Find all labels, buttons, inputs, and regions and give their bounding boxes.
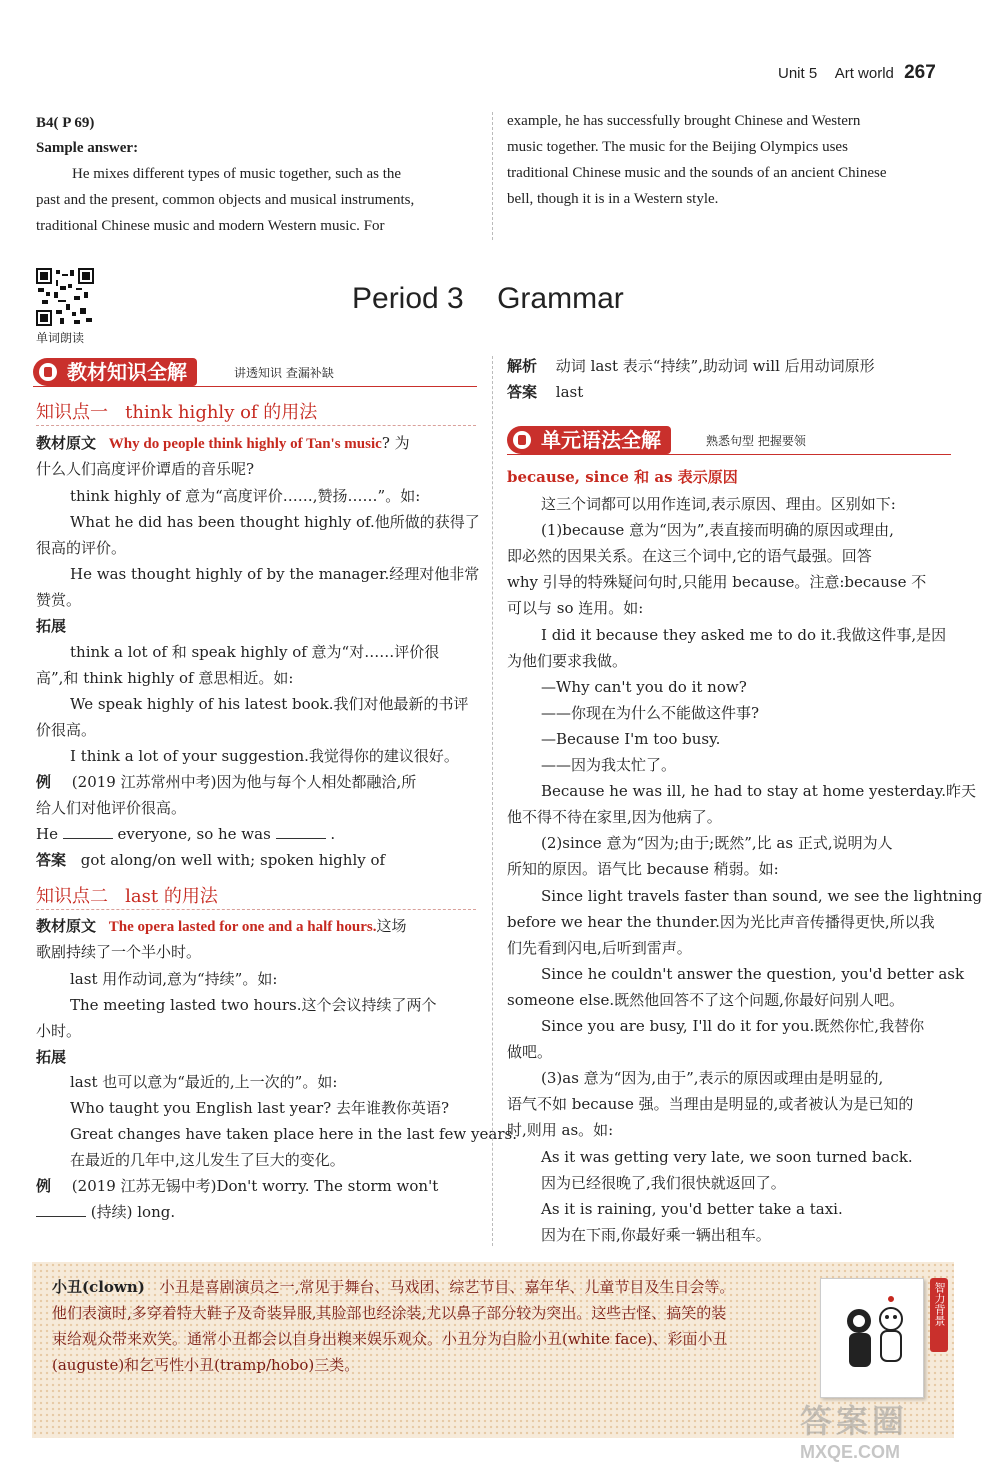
top-section-label: B4( P 69) (36, 115, 95, 131)
grammar-line: someone else.既然他回答不了这个问题,你最好问别人吧。 (507, 991, 904, 1009)
jiexi (507, 353, 875, 379)
kp2-ext-line: Great changes have taken place here in the last few years. (70, 1125, 517, 1143)
top-right-line: traditional Chinese music and the sounds of an ancient Chinese (507, 165, 887, 181)
kp1-ex-line2: 给人们对他评价很高。 (36, 799, 187, 817)
grammar-line: —Because I'm too busy. (541, 730, 721, 748)
grammar-line: I did it because they asked me to do it.我做这件事,是因 (541, 626, 947, 644)
top-left-line: traditional Chinese music and modern Western music. For (36, 218, 385, 234)
kp1-heading-rule (36, 425, 476, 426)
kp2-ex-line2: (持续) long. (90, 1203, 176, 1221)
kp1-ext-label: 拓展 (36, 617, 67, 635)
grammar-line: 因为在下雨,你最好乘一辆出租车。 (541, 1226, 771, 1244)
watermark-site: MXQE.COM (800, 1442, 901, 1462)
kp2-line: last 用作动词,意为“持续”。如: (70, 970, 278, 988)
kp1-heading: 知识点一 think highly of 的用法 (36, 402, 318, 423)
kp2-line: 小时。 (36, 1022, 82, 1040)
grammar-line: As it is raining, you'd better take a taxi. (541, 1200, 843, 1218)
kp2-heading: 知识点二 last 的用法 (36, 886, 218, 907)
kp1-source (36, 430, 410, 457)
top-left-line: He mixes different types of music together, such as the (72, 166, 402, 182)
grammar-line: (2)since 意为“因为;由于;既然”,比 as 正式,说明为人 (541, 834, 893, 852)
kp1-ans-label: 答案 (36, 851, 67, 869)
kp1-q-b: everyone, so he was (117, 825, 271, 843)
sample-answer-label: Sample answer: (36, 140, 139, 156)
kp1-src-line2: 什么人们高度评价谭盾的音乐呢? (36, 460, 255, 478)
kp1-line: think highly of 意为“高度评价……,赞扬……”。如: (70, 487, 421, 505)
kp1-ext-line: 高”,和 think highly of 意思相近。如: (36, 669, 294, 687)
grammar-line: (1)because 意为“因为”,表直接而明确的原因或理由, (541, 521, 894, 539)
top-right-line: bell, though it is in a Western style. (507, 191, 719, 207)
kp2-ext-line: 在最近的几年中,这儿发生了巨大的变化。 (70, 1151, 345, 1169)
daan-label: 答案 (507, 383, 538, 401)
kp2-ext-line: Who taught you English last year? 去年谁教你英语? (70, 1099, 449, 1117)
daan (507, 379, 583, 405)
banner-title: 教材知识全解 (67, 360, 187, 384)
grammar-line: 语气不如 because 强。当理由是明显的,或者被认为是已知的 (507, 1095, 914, 1113)
kp2-line: The meeting lasted two hours.这个会议持续了两个 (70, 996, 437, 1014)
clown-card-image (820, 1278, 924, 1398)
grammar-line: 即必然的因果关系。在这三个词中,它的语气最强。回答 (507, 547, 872, 565)
grammar-line: 为他们要求我做。 (507, 652, 628, 670)
kp2-ex-line2-row (36, 1199, 175, 1225)
speaker-icon (513, 431, 531, 449)
section-banner-left (33, 358, 197, 386)
kp1-ext-line: I think a lot of your suggestion.我觉得你的建议很好。 (70, 747, 459, 765)
answer-blank[interactable] (276, 824, 326, 839)
kp2-src-label: 教材原文 (36, 917, 97, 935)
kp2-ext-line: last 也可以意为“最近的,上一次的”。如: (70, 1073, 338, 1091)
kp1-line: He was thought highly of by the manager.经理对他非常 (70, 565, 480, 583)
clown-illustration-icon (821, 1279, 923, 1397)
kp2-heading-rule (36, 909, 476, 910)
clown-box-text (52, 1274, 812, 1378)
grammar-line: Since he couldn't answer the question, you'd better ask (541, 965, 965, 983)
grammar-line: As it was getting very late, we soon turned back. (541, 1148, 913, 1166)
grammar-line: before we hear the thunder.因为光比声音传播得更快,所以我 (507, 913, 935, 931)
kp1-ans: got along/on well with; spoken highly of (80, 851, 386, 869)
kp1-ext-line: think a lot of 和 speak highly of 意为“对……评价很 (70, 643, 440, 661)
banner-subtitle: 熟悉句型 把握要领 (706, 434, 806, 448)
kp1-ext-line: 价很高。 (36, 721, 97, 739)
qr-code-icon[interactable] (36, 268, 94, 326)
daan-text: last (555, 383, 584, 401)
kp1-ex-line1: (2019 江苏常州中考)因为他与每个人相处都融洽,所 (71, 773, 417, 791)
kp1-line: What he did has been thought highly of.他所做的获得了 (70, 513, 480, 531)
grammar-line: Since you are busy, I'll do it for you.既然你忙,我替你 (541, 1017, 925, 1035)
grammar-line: 们先看到闪电,后听到雷声。 (507, 939, 692, 957)
clown-title: 小丑(clown) (52, 1278, 145, 1296)
kp1-example (36, 769, 416, 795)
grammar-line: ——你现在为什么不能做这件事? (541, 704, 760, 722)
banner-underline (33, 386, 477, 387)
header-topic: Art world (834, 65, 894, 82)
side-tab-label: 智力背景 (933, 1282, 946, 1326)
kp1-ex-label: 例 (36, 773, 52, 791)
section-banner-right (507, 426, 671, 454)
top-left-line: past and the present, common objects and musical instruments, (36, 192, 415, 208)
watermark (800, 1396, 990, 1462)
grammar-line: ——因为我太忙了。 (541, 756, 677, 774)
banner-underline (507, 454, 951, 455)
answer-blank[interactable] (63, 824, 113, 839)
banner-title: 单元语法全解 (541, 428, 661, 452)
grammar-line: why 引导的特殊疑问句时,只能用 because。注意:because 不 (507, 573, 927, 591)
watermark-logo: 答案圈 (800, 1402, 909, 1440)
side-tab (930, 1278, 948, 1352)
grammar-line: 时,则用 as。如: (507, 1121, 614, 1139)
kp1-answer (36, 847, 385, 873)
column-divider (492, 356, 493, 1246)
kp2-ex-label: 例 (36, 1177, 52, 1195)
page-title: Period 3 Grammar (352, 282, 624, 315)
jiexi-text: 动词 last 表示“持续”,助动词 will 后用动词原形 (555, 357, 875, 375)
grammar-line: —Why can't you do it now? (541, 678, 747, 696)
kp2-src-line2: 歌剧持续了一个半小时。 (36, 943, 202, 961)
jiexi-label: 解析 (507, 357, 538, 375)
kp1-line: 赞赏。 (36, 591, 82, 609)
header-unit: Unit 5 (778, 65, 818, 82)
clown-line: 束给观众带来欢笑。通常小丑都会以自身出糗来娱乐观众。小丑分为白脸小丑(white face)、彩面小丑 (52, 1330, 728, 1348)
top-right-line: example, he has successfully brought Chinese and Western (507, 113, 861, 129)
kp1-line: 很高的评价。 (36, 539, 127, 557)
kp2-src-tail: 这场 (376, 917, 407, 935)
column-divider (492, 112, 493, 240)
kp1-q-c: . (330, 825, 336, 843)
grammar-line: 他不得不待在家里,因为他病了。 (507, 808, 722, 826)
kp1-question (36, 821, 335, 847)
kp2-ext-label: 拓展 (36, 1048, 67, 1066)
grammar-line: Since light travels faster than sound, we see the lightning (541, 887, 983, 905)
grammar-line: 因为已经很晚了,我们很快就返回了。 (541, 1174, 786, 1192)
kp1-src-en: Why do people think highly of Tan's music (108, 436, 382, 452)
kp2-source (36, 913, 406, 940)
qr-caption: 单词朗读 (36, 331, 85, 345)
top-right-line: music together. The music for the Beijing Olympics uses (507, 139, 848, 155)
grammar-heading: because, since 和 as 表示原因 (507, 468, 738, 486)
kp1-q-a: He (36, 825, 58, 843)
grammar-line: 可以与 so 连用。如: (507, 599, 644, 617)
kp1-ext-line: We speak highly of his latest book.我们对他最新的书评 (70, 695, 469, 713)
grammar-line: Because he was ill, he had to stay at home yesterday.昨天 (541, 782, 976, 800)
speaker-icon (39, 363, 57, 381)
kp1-src-label: 教材原文 (36, 434, 97, 452)
grammar-line: 做吧。 (507, 1043, 553, 1061)
kp2-src-en: The opera lasted for one and a half hours. (108, 919, 377, 935)
grammar-line: 所知的原因。语气比 because 稍弱。如: (507, 860, 779, 878)
page-number: 267 (904, 62, 936, 83)
kp2-example (36, 1173, 438, 1199)
clown-line: 小丑是喜剧演员之一,常见于舞台、马戏团、综艺节目、嘉年华、儿童节目及生日会等。 (159, 1278, 735, 1296)
banner-subtitle: 讲透知识 查漏补缺 (234, 366, 334, 380)
clown-line: (auguste)和乞丐性小丑(tramp/hobo)三类。 (52, 1356, 360, 1374)
kp2-ex-line1: (2019 江苏无锡中考)Don't worry. The storm won't (71, 1177, 439, 1195)
grammar-line: (3)as 意为“因为,由于”,表示的原因或理由是明显的, (541, 1069, 884, 1087)
grammar-line: 这三个词都可以用作连词,表示原因、理由。区别如下: (541, 495, 896, 513)
clown-line: 他们表演时,多穿着特大鞋子及奇装异服,其脸部也经涂装,尤以鼻子部分较为突出。这些古怪、搞笑的装 (52, 1304, 727, 1322)
answer-blank[interactable] (36, 1202, 86, 1217)
kp1-src-tail: ? 为 (381, 434, 410, 452)
running-header (778, 62, 936, 84)
